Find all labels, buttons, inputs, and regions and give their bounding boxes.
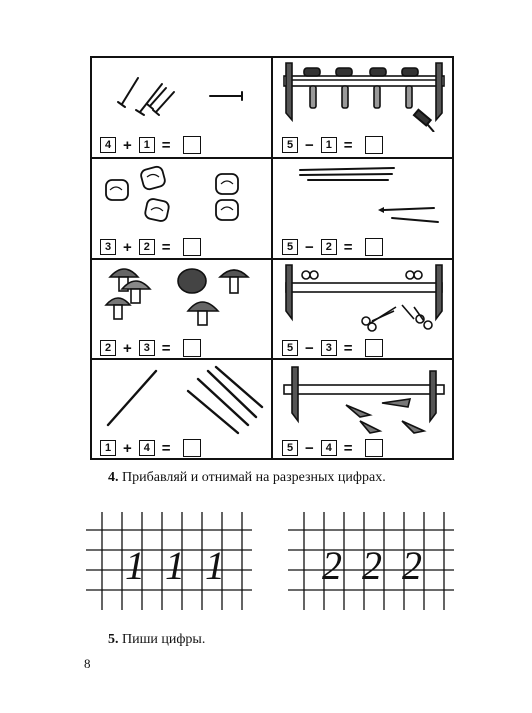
equals-sign: = xyxy=(161,339,171,357)
answer-box[interactable] xyxy=(183,238,201,256)
equals-sign: = xyxy=(161,136,171,154)
answer-box[interactable] xyxy=(183,136,201,154)
digit-card: 2 xyxy=(139,239,155,255)
digit-card: 1 xyxy=(100,440,116,456)
exercise-cell xyxy=(92,58,272,158)
equals-sign: = xyxy=(161,439,171,457)
exercise-cell xyxy=(274,261,454,361)
equation xyxy=(282,238,383,256)
exercise-cell xyxy=(274,58,454,158)
digit-sample: 1 xyxy=(165,543,185,588)
shelf-illustration xyxy=(274,58,454,132)
equation xyxy=(100,238,201,256)
digit-card: 1 xyxy=(321,137,337,153)
answer-box[interactable] xyxy=(183,339,201,357)
operator: + xyxy=(123,339,132,357)
equation xyxy=(100,136,201,154)
equation xyxy=(282,439,383,457)
equals-sign: = xyxy=(343,136,353,154)
writing-grid-twos xyxy=(282,508,460,614)
task4-caption xyxy=(108,470,386,486)
operator: − xyxy=(305,136,314,154)
digit-sample: 2 xyxy=(322,543,342,588)
answer-box[interactable] xyxy=(365,136,383,154)
operator: − xyxy=(305,238,314,256)
digit-card: 3 xyxy=(100,239,116,255)
task5-caption xyxy=(108,632,205,648)
digit-card: 5 xyxy=(282,239,298,255)
exercise-cell xyxy=(274,160,454,260)
digit-card: 4 xyxy=(139,440,155,456)
answer-box[interactable] xyxy=(183,439,201,457)
exercise-cell xyxy=(92,261,272,361)
mushrooms-illustration xyxy=(92,261,272,335)
equals-sign: = xyxy=(343,339,353,357)
equals-sign: = xyxy=(343,238,353,256)
equation xyxy=(282,339,383,357)
digit-sample: 2 xyxy=(362,543,382,588)
digit-card: 4 xyxy=(321,440,337,456)
digit-sample: 1 xyxy=(125,543,145,588)
operator: + xyxy=(123,439,132,457)
digit-card: 3 xyxy=(139,340,155,356)
equals-sign: = xyxy=(161,238,171,256)
tiles-illustration xyxy=(92,160,272,234)
exercise-cell xyxy=(92,160,272,260)
exercise-grid xyxy=(90,56,454,460)
knives-shelf-illustration xyxy=(274,361,454,435)
equals-sign: = xyxy=(343,439,353,457)
equation xyxy=(100,439,201,457)
equation xyxy=(282,136,383,154)
digit-card: 4 xyxy=(100,137,116,153)
digit-card: 5 xyxy=(282,440,298,456)
equation xyxy=(100,339,201,357)
answer-box[interactable] xyxy=(365,439,383,457)
operator: − xyxy=(305,439,314,457)
task-number: 5. xyxy=(108,632,119,647)
task-number: 4. xyxy=(108,470,119,485)
task-text: Прибавляй и отнимай на разрезных цифрах. xyxy=(122,470,386,485)
digit-card: 2 xyxy=(321,239,337,255)
answer-box[interactable] xyxy=(365,238,383,256)
task-text: Пиши цифры. xyxy=(122,632,206,647)
sticks-group-illustration xyxy=(92,361,272,435)
sticks-illustration xyxy=(274,160,454,234)
digit-card: 1 xyxy=(139,137,155,153)
digit-sample: 1 xyxy=(205,543,225,588)
digit-card: 3 xyxy=(321,340,337,356)
digit-card: 5 xyxy=(282,137,298,153)
operator: + xyxy=(123,136,132,154)
answer-box[interactable] xyxy=(365,339,383,357)
operator: + xyxy=(123,238,132,256)
exercise-cell xyxy=(92,361,272,461)
nails-illustration xyxy=(92,58,272,132)
writing-grid-ones xyxy=(80,508,258,614)
exercise-cell xyxy=(274,361,454,461)
scissors-shelf-illustration xyxy=(274,261,454,335)
page-number: 8 xyxy=(84,656,91,671)
operator: − xyxy=(305,339,314,357)
digit-card: 5 xyxy=(282,340,298,356)
digit-card: 2 xyxy=(100,340,116,356)
digit-sample: 2 xyxy=(402,543,422,588)
